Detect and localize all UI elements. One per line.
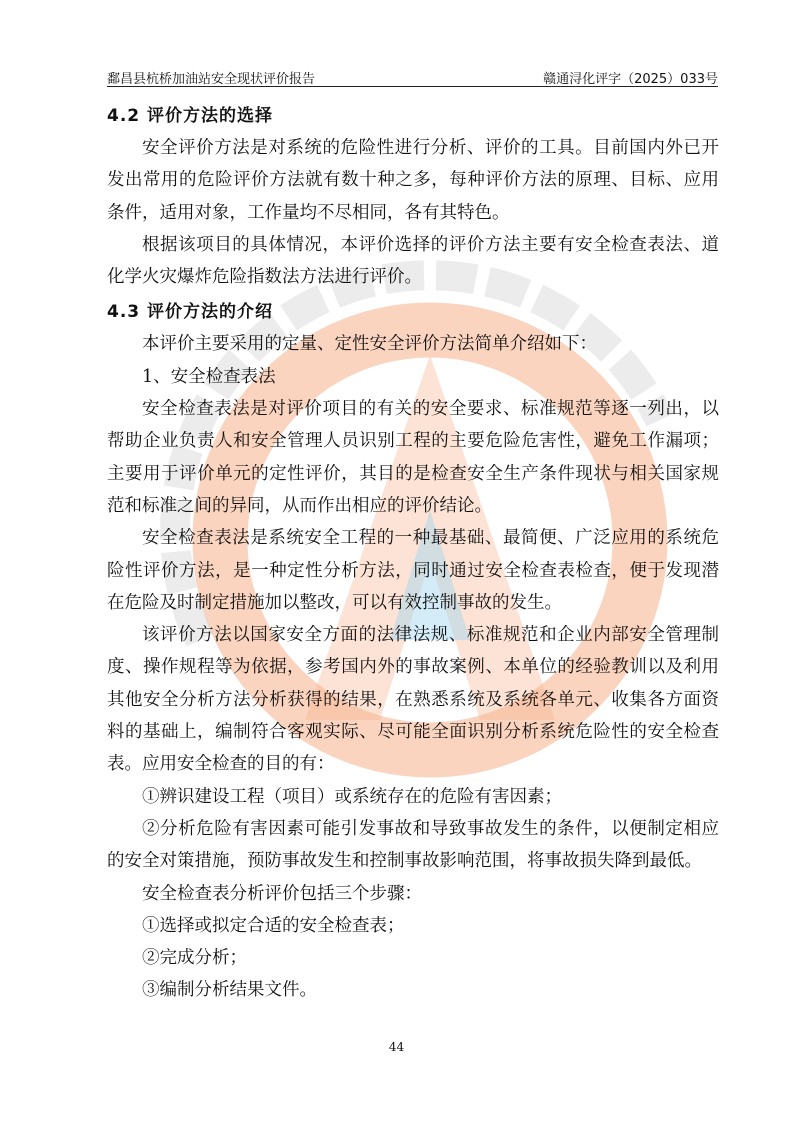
paragraph: 安全评价方法是对系统的危险性进行分析、评价的工具。目前国内外已开发出常用的危险评价方法就有数十种之多，每种评价方法的原理、目标、应用条件，适用对象，工作量均不尽相同，各有其特色。 bbox=[107, 138, 719, 223]
report-title: 鄱昌县杭桥加油站安全现状评价报告 bbox=[107, 72, 316, 87]
list-item: ①辨识建设工程（项目）或系统存在的危险有害因素； bbox=[142, 786, 562, 807]
header-rule bbox=[107, 86, 718, 87]
list-item: ②完成分析； bbox=[142, 948, 247, 969]
page-header bbox=[107, 65, 718, 87]
list-item: ③编制分析结果文件。 bbox=[142, 980, 317, 1001]
section-heading-4-3: 4.3 评价方法的介绍 bbox=[107, 302, 274, 323]
paragraph: 安全检查表分析评价包括三个步骤： bbox=[142, 883, 422, 904]
report-number: 赣通浔化评字（2025）033号 bbox=[543, 72, 718, 87]
page-number: 44 bbox=[388, 1040, 405, 1054]
paragraph: 安全检查表法是对评价项目的有关的安全要求、标准规范等逐一列出，以帮助企业负责人和安全管理人员识别工程的主要危险危害性，避免工作漏项；主要用于评价单元的定性评价，其目的是检查安全生产条件现状与相关国家规范和标准之间的异同，从而作出相应的评价结论。 bbox=[107, 399, 719, 516]
list-item: ②分析危险有害因素可能引发事故和导致事故发生的条件，以便制定相应的安全对策措施，预防事故发生和控制事故影响范围，将事故损失降到最低。 bbox=[107, 818, 719, 872]
sub-heading: 1、安全检查表法 bbox=[142, 366, 276, 387]
paragraph: 该评价方法以国家安全方面的法律法规、标准规范和企业内部安全管理制度、操作规程等为依据，参考国内外的事故案例、本单位的经验教训以及利用其他安全分析方法分析获得的结果，在熟悉系统及系统各单元、收集各方面资料的基础上，编制符合客观实际、尽可能全面识别分析系统危险性的安全检查表。应用安全检查的目的有： bbox=[107, 625, 719, 775]
page-body bbox=[107, 100, 719, 1007]
section-heading-4-2: 4.2 评价方法的选择 bbox=[107, 106, 274, 126]
list-item: ①选择或拟定合适的安全检查表； bbox=[142, 915, 405, 936]
paragraph: 本评价主要采用的定量、定性安全评价方法简单介绍如下： bbox=[142, 334, 597, 355]
paragraph: 安全检查表法是系统安全工程的一种最基础、最简便、广泛应用的系统危险性评价方法，是一种定性分析方法，同时通过安全检查表检查，便于发现潜在危险及时制定措施加以整改，可以有效控制事故的发生。 bbox=[107, 528, 719, 613]
paragraph: 根据该项目的具体情况，本评价选择的评价方法主要有安全检查表法、道化学火灾爆炸危险指数法方法进行评价。 bbox=[107, 234, 719, 288]
